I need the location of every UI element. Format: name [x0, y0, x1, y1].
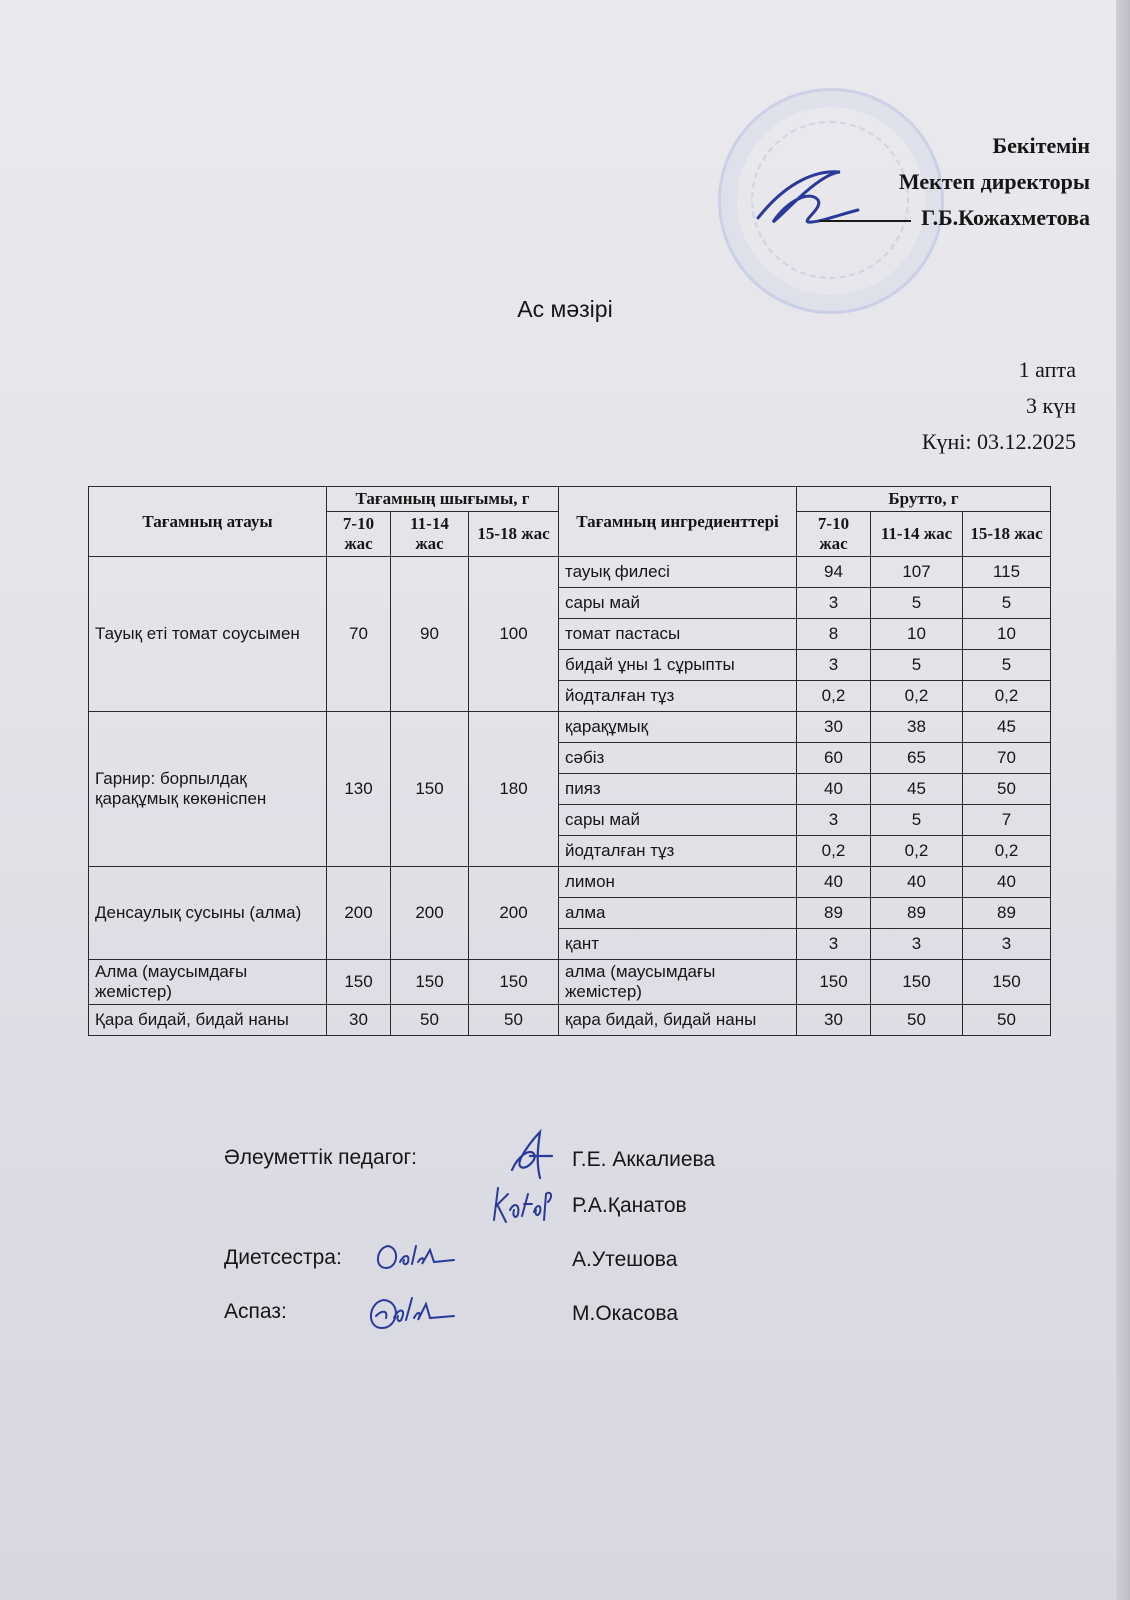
gross-weight-cell: 10 [963, 619, 1051, 650]
gross-weight-cell: 50 [963, 774, 1051, 805]
gross-weight-cell: 150 [871, 960, 963, 1005]
header-gross-age-15-18: 15-18 жас [963, 512, 1051, 557]
gross-weight-cell: 0,2 [797, 681, 871, 712]
week-number: 1 апта [1018, 357, 1076, 382]
gross-weight-cell: 0,2 [871, 681, 963, 712]
gross-weight-cell: 94 [797, 557, 871, 588]
gross-weight-cell: 60 [797, 743, 871, 774]
gross-weight-cell: 89 [797, 898, 871, 929]
ingredient-name: лимон [559, 867, 797, 898]
ingredient-name: тауық филесі [559, 557, 797, 588]
gross-weight-cell: 70 [963, 743, 1051, 774]
approval-title: Бекітемін [992, 133, 1090, 158]
sig-role-cook: Аспаз: [224, 1300, 287, 1323]
dish-yield-cell: 200 [327, 867, 391, 960]
menu-body [89, 557, 1051, 1036]
gross-weight-cell: 0,2 [797, 836, 871, 867]
sig-role-dietitian: Диетсестра: [224, 1246, 342, 1269]
dish-yield-cell: 70 [327, 557, 391, 712]
dish-name: Денсаулық сусыны (алма) [89, 867, 327, 960]
ingredient-name: қара бидай, бидай наны [559, 1005, 797, 1036]
dish-name: Қара бидай, бидай наны [89, 1005, 327, 1036]
menu-table [88, 486, 1051, 1036]
gross-weight-cell: 3 [871, 929, 963, 960]
gross-weight-cell: 40 [871, 867, 963, 898]
gross-weight-cell: 30 [797, 712, 871, 743]
gross-weight-cell: 89 [871, 898, 963, 929]
dish-yield-cell: 50 [469, 1005, 559, 1036]
dish-yield-cell: 130 [327, 712, 391, 867]
ingredient-name: бидай ұны 1 сұрыпты [559, 650, 797, 681]
dish-name: Алма (маусымдағы жемістер) [89, 960, 327, 1005]
ingredient-name: сәбіз [559, 743, 797, 774]
gross-weight-cell: 5 [871, 650, 963, 681]
sig-name-cook: М.Окасова [572, 1302, 679, 1325]
gross-weight-cell: 40 [963, 867, 1051, 898]
gross-weight-cell: 45 [963, 712, 1051, 743]
header-gross-age-11-14: 11-14 жас [871, 512, 963, 557]
header-yield: Тағамның шығымы, г [327, 487, 559, 512]
ingredient-name: қант [559, 929, 797, 960]
dish-yield-cell: 100 [469, 557, 559, 712]
ingredient-name: пияз [559, 774, 797, 805]
table-row [89, 712, 1051, 743]
header-yield-age-11-14: 11-14 жас [391, 512, 469, 557]
gross-weight-cell: 45 [871, 774, 963, 805]
ingredient-name: йодталған тұз [559, 681, 797, 712]
gross-weight-cell: 150 [963, 960, 1051, 1005]
gross-weight-cell: 5 [871, 805, 963, 836]
gross-weight-cell: 40 [797, 867, 871, 898]
sig-role-social-pedagogue: Әлеуметтік педагог: [224, 1146, 417, 1169]
ingredient-name: сары май [559, 588, 797, 619]
approval-block [819, 128, 1090, 236]
gross-weight-cell: 5 [963, 588, 1051, 619]
header-ingredients: Тағамның ингредиенттері [559, 487, 797, 557]
ingredient-name: алма [559, 898, 797, 929]
signature-second [488, 1180, 558, 1230]
gross-weight-cell: 10 [871, 619, 963, 650]
document-title: Ас мәзірі [517, 296, 613, 322]
gross-weight-cell: 3 [797, 588, 871, 619]
gross-weight-cell: 30 [797, 1005, 871, 1036]
gross-weight-cell: 3 [797, 929, 871, 960]
gross-weight-cell: 38 [871, 712, 963, 743]
header-yield-age-7-10: 7-10 жас [327, 512, 391, 557]
dish-yield-cell: 50 [391, 1005, 469, 1036]
dish-yield-cell: 200 [469, 867, 559, 960]
sig-name-dietitian: А.Утешова [572, 1248, 678, 1271]
approval-name: Г.Б.Кожахметова [921, 205, 1090, 230]
ingredient-name: алма (маусымдағы жемістер) [559, 960, 797, 1005]
menu-date: Күні: 03.12.2025 [921, 429, 1076, 454]
sig-name-social-pedagogue: Г.Е. Аккалиева [572, 1148, 716, 1171]
signature-dietitian [370, 1236, 460, 1276]
table-row [89, 960, 1051, 1005]
gross-weight-cell: 40 [797, 774, 871, 805]
header-yield-age-15-18: 15-18 жас [469, 512, 559, 557]
gross-weight-cell: 0,2 [871, 836, 963, 867]
dish-yield-cell: 150 [391, 960, 469, 1005]
ingredient-name: қарақұмық [559, 712, 797, 743]
gross-weight-cell: 3 [797, 805, 871, 836]
sig-name-second: Р.А.Қанатов [572, 1194, 687, 1217]
dish-yield-cell: 150 [391, 712, 469, 867]
page-edge [1116, 0, 1130, 1600]
table-row [89, 557, 1051, 588]
header-row-1 [89, 487, 1051, 512]
gross-weight-cell: 5 [963, 650, 1051, 681]
gross-weight-cell: 3 [963, 929, 1051, 960]
day-number: 3 күн [1026, 393, 1076, 418]
gross-weight-cell: 115 [963, 557, 1051, 588]
dish-yield-cell: 150 [327, 960, 391, 1005]
signature-cook [362, 1288, 462, 1338]
table-row [89, 867, 1051, 898]
gross-weight-cell: 3 [797, 650, 871, 681]
gross-weight-cell: 50 [963, 1005, 1051, 1036]
dish-yield-cell: 30 [327, 1005, 391, 1036]
gross-weight-cell: 8 [797, 619, 871, 650]
dish-yield-cell: 150 [469, 960, 559, 1005]
approval-name-line [819, 200, 1090, 236]
gross-weight-cell: 5 [871, 588, 963, 619]
header-dish: Тағамның атауы [89, 487, 327, 557]
header-gross: Брутто, г [797, 487, 1051, 512]
gross-weight-cell: 0,2 [963, 681, 1051, 712]
ingredient-name: томат пастасы [559, 619, 797, 650]
dish-yield-cell: 90 [391, 557, 469, 712]
gross-weight-cell: 0,2 [963, 836, 1051, 867]
ingredient-name: йодталған тұз [559, 836, 797, 867]
header-gross-age-7-10: 7-10 жас [797, 512, 871, 557]
signature-social-pedagogue [500, 1126, 560, 1186]
ingredient-name: сары май [559, 805, 797, 836]
dish-name: Тауық еті томат соусымен [89, 557, 327, 712]
signature-line [819, 220, 911, 222]
gross-weight-cell: 107 [871, 557, 963, 588]
dish-yield-cell: 180 [469, 712, 559, 867]
dish-yield-cell: 200 [391, 867, 469, 960]
gross-weight-cell: 65 [871, 743, 963, 774]
gross-weight-cell: 7 [963, 805, 1051, 836]
table-row [89, 1005, 1051, 1036]
approval-position: Мектеп директоры [898, 169, 1090, 194]
menu-meta [922, 352, 1076, 460]
dish-name: Гарнир: борпылдақ қарақұмық көкөніспен [89, 712, 327, 867]
gross-weight-cell: 50 [871, 1005, 963, 1036]
gross-weight-cell: 150 [797, 960, 871, 1005]
gross-weight-cell: 89 [963, 898, 1051, 929]
